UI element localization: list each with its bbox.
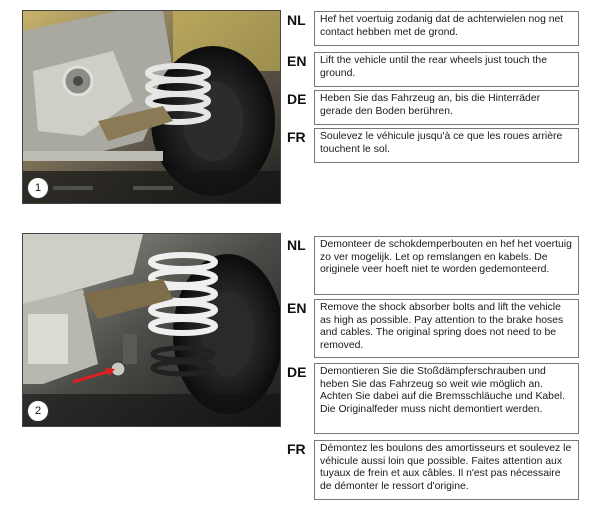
step-2-nl: [287, 236, 579, 294]
instruction-text-nl: Demonteer de schokdemperbouten en hef het voertuig zo ver mogelijk. Let op remslangen en kabels. De originele veer hoeft niet te worden gedemonteerd.: [314, 236, 579, 295]
step-1-de: [287, 90, 579, 125]
instruction-text-en: Lift the vehicle until the rear wheels just touch the ground.: [314, 52, 579, 87]
instruction-text-de: Heben Sie das Fahrzeug an, bis die Hinterräder gerade den Boden berühren.: [314, 90, 579, 125]
lang-code-nl: NL: [287, 12, 306, 28]
step-number-badge: 2: [27, 400, 49, 422]
lang-code-en: EN: [287, 300, 307, 316]
instruction-text-nl: Hef het voertuig zodanig dat de achterwielen nog net contact hebben met de grond.: [314, 11, 579, 46]
instruction-text-de: Demontieren Sie die Stoßdämpferschrauben und heben Sie das Fahrzeug so weit wie möglich an. Achten Sie dabei auf die Bremsschläuche und Kabel. Die Originalfeder muss nicht demontiert werden.: [314, 363, 579, 434]
instruction-text-fr: Démontez les boulons des amortisseurs et soulevez le véhicule aussi loin que possible. Faites attention aux tuyaux de frein et aux câbles. Il n'est pas nécessaire de démonter le ressort d'origine.: [314, 440, 579, 500]
instruction-text-fr: Soulevez le véhicule jusqu'à ce que les roues arrière touchent le sol.: [314, 128, 579, 163]
car-rear-suspension-lifted-photo: [23, 11, 280, 203]
step-1-photo: [22, 10, 281, 204]
lang-code-nl: NL: [287, 237, 306, 253]
step-1-nl: [287, 11, 579, 46]
step-2-photo: [22, 233, 281, 427]
step-2-de: [287, 363, 579, 433]
lang-code-fr: FR: [287, 129, 306, 145]
lang-code-de: DE: [287, 91, 307, 107]
instruction-text-en: Remove the shock absorber bolts and lift the vehicle as high as possible. Pay attention to the brake hoses and cables. The original spring does not need to be removed.: [314, 299, 579, 358]
lang-code-fr: FR: [287, 441, 306, 457]
lang-code-en: EN: [287, 53, 307, 69]
step-2-en: [287, 299, 579, 357]
step-1-fr: [287, 128, 579, 163]
step-1-en: [287, 52, 579, 87]
shock-absorber-bolt-photo: [23, 234, 280, 426]
step-2-fr: [287, 440, 579, 500]
step-number-badge: 1: [27, 177, 49, 199]
lang-code-de: DE: [287, 364, 307, 380]
